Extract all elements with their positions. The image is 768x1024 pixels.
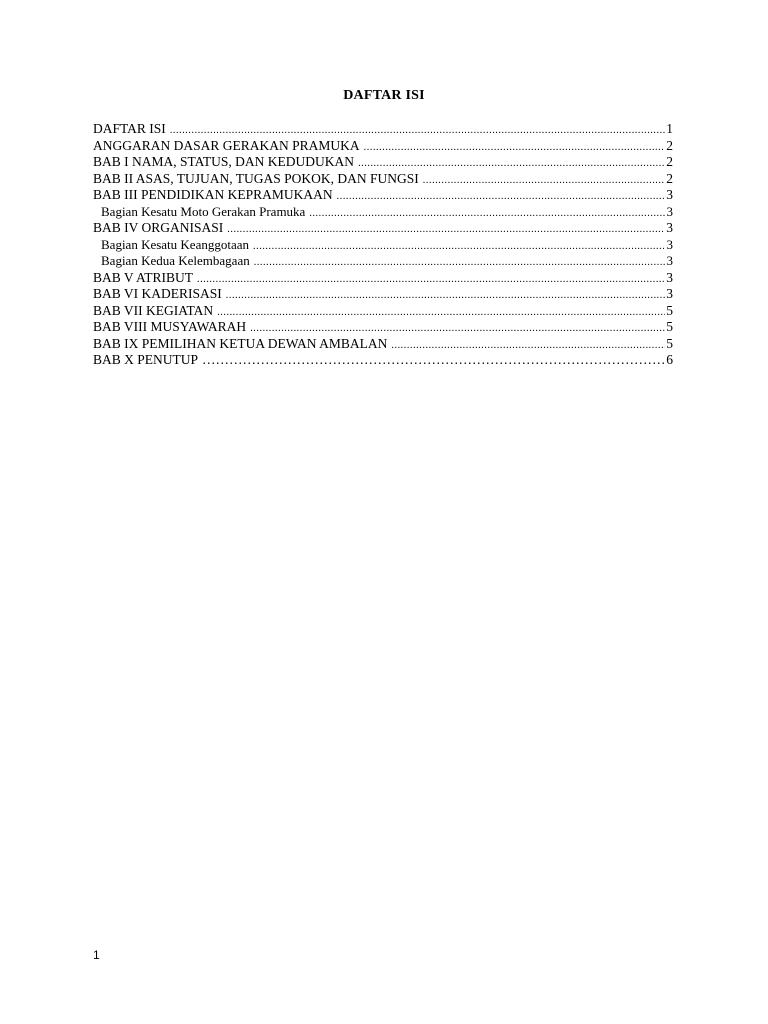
toc-entry-page: 5 [666, 302, 673, 318]
toc-entry-label: BAB IV ORGANISASI [93, 220, 224, 235]
toc-entry-label: BAB III PENDIDIKAN KEPRAMUKAAN [93, 187, 333, 202]
toc-leader-dots [391, 338, 665, 353]
toc-leader-dots [250, 321, 665, 336]
toc-entry[interactable] [93, 303, 673, 320]
toc-subentry[interactable] [93, 253, 673, 270]
toc-leader-dots [217, 305, 665, 320]
toc-entry-page: 2 [666, 170, 673, 186]
toc-leader-dots [423, 173, 665, 188]
toc-leader-dots [254, 255, 666, 270]
toc-entry-page: 3 [666, 187, 673, 202]
toc-subentry[interactable] [93, 237, 673, 254]
toc-entry-page: 5 [666, 335, 673, 351]
toc-leader-dots [364, 140, 666, 155]
toc-entry[interactable] [93, 220, 673, 237]
table-of-contents [93, 121, 673, 369]
toc-leader-dots [227, 222, 665, 237]
toc-entry-page: 2 [666, 154, 673, 169]
toc-entry-label: BAB V ATRIBUT [93, 269, 194, 285]
toc-entry[interactable] [93, 187, 673, 204]
toc-entry-page: 3 [666, 269, 673, 285]
toc-entry-page: 3 [666, 286, 673, 301]
toc-entry-label: BAB II ASAS, TUJUAN, TUGAS POKOK, DAN FUNGSI [93, 170, 419, 186]
toc-subentry-page: 3 [666, 203, 673, 219]
toc-entry[interactable] [93, 154, 673, 171]
toc-leader-dots [226, 288, 665, 303]
toc-entry[interactable] [93, 319, 673, 336]
toc-subentry-label: Bagian Kedua Kelembagaan [101, 253, 250, 268]
toc-subentry-page: 3 [666, 253, 673, 268]
toc-entry[interactable] [93, 121, 673, 138]
toc-leader-dots [253, 239, 665, 254]
toc-entry-label: BAB IX PEMILIHAN KETUA DEWAN AMBALAN [93, 335, 388, 351]
toc-subentry-label: Bagian Kesatu Moto Gerakan Pramuka [101, 203, 306, 219]
toc-leader-dots [170, 123, 665, 138]
toc-leader-dots [202, 352, 665, 369]
toc-subentry[interactable] [93, 204, 673, 221]
toc-title: DAFTAR ISI [343, 88, 425, 103]
toc-entry-label: ANGGARAN DASAR GERAKAN PRAMUKA [93, 137, 360, 153]
toc-entry[interactable] [93, 286, 673, 303]
toc-entry-page: 5 [666, 319, 673, 334]
toc-entry-page: 1 [666, 121, 673, 136]
toc-entry[interactable] [93, 270, 673, 287]
toc-entry-label: BAB VI KADERISASI [93, 286, 222, 301]
toc-entry-label: BAB X PENUTUP [93, 352, 199, 367]
toc-entry-page: 2 [666, 137, 673, 153]
toc-leader-dots [197, 272, 665, 287]
toc-entry-page: 3 [666, 220, 673, 235]
toc-leader-dots [337, 189, 666, 204]
toc-subentry-page: 3 [666, 236, 673, 252]
toc-entry-label: DAFTAR ISI [93, 121, 166, 136]
toc-entry-label: BAB I NAMA, STATUS, DAN KEDUDUKAN [93, 154, 355, 169]
toc-entry[interactable] [93, 336, 673, 353]
page-number: 1 [93, 948, 100, 962]
toc-leader-dots [358, 156, 665, 171]
toc-entry[interactable] [93, 138, 673, 155]
toc-entry-label: BAB VII KEGIATAN [93, 302, 214, 318]
toc-entry[interactable] [93, 352, 673, 369]
toc-leader-dots [309, 206, 665, 221]
toc-entry[interactable] [93, 171, 673, 188]
toc-subentry-label: Bagian Kesatu Keanggotaan [101, 236, 250, 252]
toc-entry-page: 6 [666, 352, 673, 367]
toc-entry-label: BAB VIII MUSYAWARAH [93, 319, 247, 334]
